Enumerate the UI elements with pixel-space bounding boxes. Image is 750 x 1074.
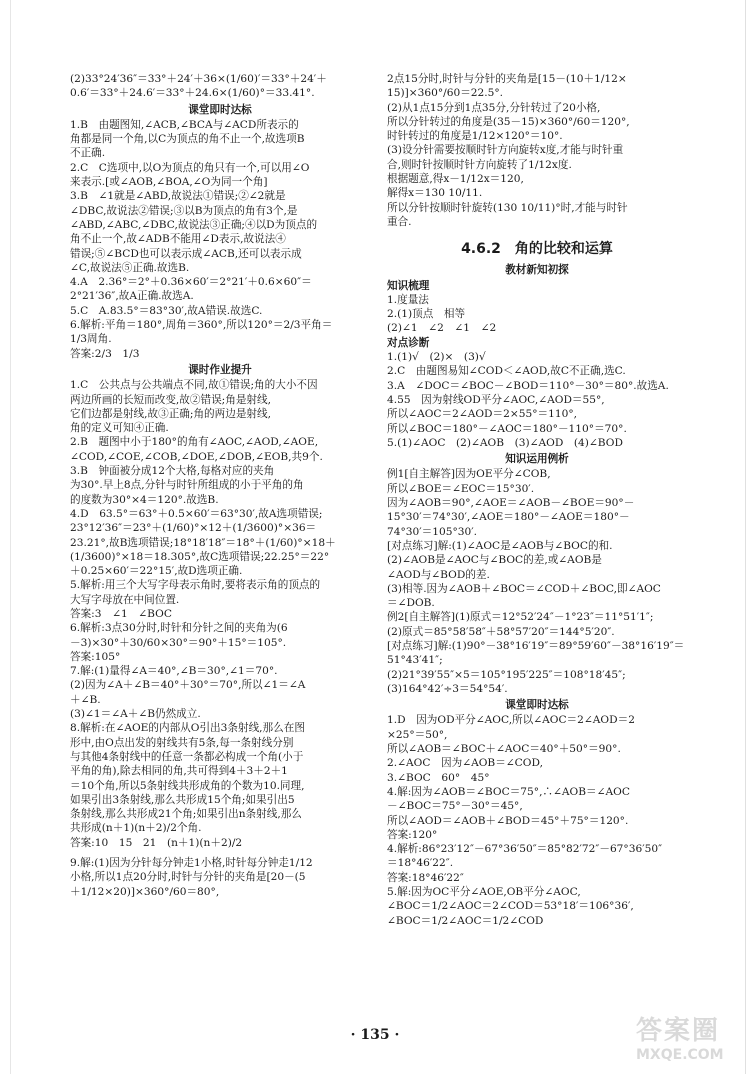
text-line: 条射线,那么共形成21个角;如果引出n条射线,那么 (70, 808, 302, 821)
section-heading: 4.6.2 角的比较和运算 (461, 241, 613, 258)
text-line: 答案:3 ∠1 ∠BOC (70, 607, 172, 620)
section-heading: 教材新知初探 (505, 264, 569, 277)
page-number: · 135 · (350, 1027, 400, 1043)
text-line: 所以∠BOE＝∠EOC＝15°30′. (387, 482, 535, 495)
text-line: ＋0.25×60′＝22°15′,故D选项正确. (70, 565, 243, 578)
section-heading: 课时作业提升 (188, 363, 252, 376)
text-line: (2)从1点15分到1点35分,分针转过了20小格, (387, 101, 601, 114)
text-line: 74°30′＝105°30′. (387, 525, 478, 538)
text-line: 4.A 2.36°＝2°＋0.36×60′＝2°21′＋0.6×60″＝ (70, 276, 312, 289)
text-line: ＋∠B. (70, 693, 101, 706)
text-line: 23.21°,故B选项错误;18°18′18″＝18°＋(1/60)°×18＋ (70, 536, 336, 549)
text-line: [对点练习]解:(1)∠AOC是∠AOB与∠BOC的和. (387, 539, 613, 552)
text-line: ∠AOD与∠BOD的差. (387, 568, 490, 581)
section-heading: 课堂即时达标 (188, 103, 252, 116)
text-line: 5.(1)∠AOC (2)∠AOB (3)∠AOD (4)∠BOD (387, 436, 623, 449)
text-line: 答案:2/3 1/3 (70, 347, 140, 360)
text-line: 1.度量法 (387, 293, 429, 306)
text-line: (3)∠1＝∠A＋∠B仍然成立. (70, 708, 201, 721)
text-line: 所以∠AOB＝∠BOC＋∠AOC＝40°＋50°＝90°. (387, 743, 621, 756)
left-column (70, 72, 370, 899)
text-line: 1.D 因为OD平分∠AOC,所以∠AOC＝2∠AOD＝2 (387, 714, 635, 727)
text-line: 它们边都是射线,故③正确;角的两边是射线, (70, 407, 271, 420)
text-line: 2.C 由题图易知∠COD＜∠AOD,故C不正确,选C. (387, 365, 626, 378)
text-line: (2)原式＝85°58′58″＋58°57′20″＝144°5′20″. (387, 625, 615, 638)
text-line: 重合. (387, 215, 412, 228)
text-line: 4.55 因为射线OD平分∠AOC,∠AOD＝55°, (387, 393, 605, 406)
text-line: 答案:10 15 21 (n＋1)(n＋2)/2 (70, 836, 243, 849)
text-line: 解得x＝130 10/11. (387, 187, 483, 200)
text-line: ∠COD,∠COE,∠COB,∠DOE,∠DOB,∠EOB,共9个. (70, 450, 323, 463)
text-line: (2)21°39′55″×5＝105°195′225″＝108°18′45″; (387, 668, 626, 681)
text-line: 2°21′36″,故A正确.故选A. (70, 290, 194, 303)
text-line: (3)设分针需要按顺时针方向旋转x度,才能与时针重 (387, 144, 624, 157)
text-line: 与其他4条射线中的任意一条都必构成一个角(小于 (70, 750, 304, 763)
text-line: 1.B 由题图知,∠ACB,∠BCA与∠ACD所表示的 (70, 118, 299, 131)
text-line: 角都是同一个角,以C为顶点的角不止一个,故选项B (70, 133, 305, 146)
text-line: 如果引出3条射线,那么共形成15个角;如果引出5 (70, 793, 295, 806)
text-line: 答案:120° (387, 828, 438, 841)
text-line: 15)]×360°/60＝22.5°. (387, 87, 504, 100)
text-line: 合,则时针按顺时针方向旋转了1/12x度. (387, 158, 572, 171)
text-line: 1.C 公共点与公共端点不同,故①错误;角的大小不因 (70, 379, 318, 392)
text-line: 2.B 题图中小于180°的角有∠AOC,∠AOD,∠AOE, (70, 436, 319, 449)
text-line: 23°12′36″＝23°＋(1/60)°×12＋(1/3600)°×36＝ (70, 522, 317, 535)
text-line: －3)×30°＋30/60×30°＝90°＋15°＝105°. (70, 636, 287, 649)
text-line: [对点练习]解:(1)90°－38°16′19″＝89°59′60″－38°16′19″＝ (387, 639, 685, 652)
text-line: 大写字母放在中间位置. (70, 593, 180, 606)
sub-heading: 对点诊断 (387, 336, 430, 349)
text-line: 4.D 63.5°＝63°＋0.5×60′＝63°30′,故A选项错误; (70, 507, 323, 520)
text-line: 所以∠BOC＝180°－∠AOC＝180°－110°＝70°. (387, 422, 627, 435)
text-line: 2.(1)顶点 相等 (387, 308, 466, 321)
text-line: 5.解:因为OC平分∠AOE,OB平分∠AOC, (387, 886, 581, 899)
text-line: 9.解:(1)因为分针每分钟走1小格,时针每分钟走1/12 (70, 857, 313, 870)
text-line: 2.∠AOC 因为∠AOB＝∠COD, (387, 757, 543, 770)
text-line: 5.C A.83.5°＝83°30′,故A错误.故选C. (70, 304, 263, 317)
text-line: (3)164°42′÷3＝54°54′. (387, 682, 508, 695)
text-line: ＝18°46′22″. (387, 857, 454, 870)
text-line: ∠DBC,故说法②错误;③以B为顶点的角有3个,是 (70, 204, 298, 217)
text-line: 51°43′41″; (387, 654, 443, 667)
watermark-top: 答案圈 (636, 1016, 721, 1046)
text-line: 例2[自主解答](1)原式＝12°52′24″－1°23″＝11°51′1″; (387, 611, 654, 624)
text-line: 不正确. (70, 147, 106, 160)
text-line: 因为∠AOB＝90°,∠AOE＝∠AOB－∠BOE＝90°－ (387, 497, 635, 510)
text-line: 15°30′＝74°30′,∠AOE＝180°－∠AOE＝180°－ (387, 511, 630, 524)
text-line: 6.解析:平角＝180°,周角＝360°,所以120°＝2/3平角＝ (70, 319, 333, 332)
text-line: 所以分针转过的角度是(35－15)×360°/60＝120°, (387, 115, 630, 128)
right-column (387, 72, 687, 928)
watermark-logo (636, 1010, 746, 1070)
text-line: 角的定义可知④正确. (70, 422, 169, 435)
text-line: 小格,所以1点20分时,时针与分针的夹角是[20－(5 (70, 871, 306, 884)
text-line: (2)∠AOB是∠AOC与∠BOC的差,或∠AOB是 (387, 554, 602, 567)
text-line: 3.B ∠1就是∠ABD,故说法①错误;②∠2就是 (70, 190, 286, 203)
text-line: 7.解:(1)量得∠A＝40°,∠B＝30°,∠1＝70°. (70, 665, 278, 678)
text-line: ∠C,故说法⑤正确.故选B. (70, 261, 190, 274)
text-line: 平角的角),除去相同的角,共可得到4＋3＋2＋1 (70, 765, 288, 778)
text-line: 根据题意,得x－1/12x＝120, (387, 173, 524, 186)
sub-heading: 知识梳理 (387, 279, 430, 292)
text-line: 为30°.早上8点,分针与时针所组成的小于平角的角 (70, 479, 304, 492)
text-line: 8.解析:在∠AOE的内部从O引出3条射线,那么在图 (70, 722, 305, 735)
text-line: 0.6′＝33°＋24.6′＝33°＋24.6×(1/60)°＝33.41°. (70, 87, 315, 100)
text-line: (3)相等.因为∠AOB＋∠BOC＝∠COD＋∠BOC,即∠AOC (387, 582, 661, 595)
text-line: 所以∠AOD＝∠AOB＋∠BOD＝45°＋75°＝120°. (387, 814, 629, 827)
text-line: 例1[自主解答]因为OE平分∠COB, (387, 468, 551, 481)
text-line: 错误;⑤∠BCD也可以表示成∠ACB,还可以表示成 (70, 247, 302, 260)
text-line: 来表示.[或∠AOB,∠BOA,∠O为同一个角] (70, 176, 268, 189)
text-line: (2)因为∠A＋∠B＝40°＋30°＝70°,所以∠1＝∠A (70, 679, 306, 692)
text-line: 6.解析:3点30分时,时针和分针之间的夹角为(6 (70, 622, 288, 635)
text-line: 1/3周角. (70, 333, 112, 346)
text-line: 3.A ∠DOC＝∠BOC－∠BOD＝110°－30°＝80°.故选A. (387, 379, 669, 392)
text-line: 形中,由O点出发的射线共有5条,每一条射线分别 (70, 736, 294, 749)
text-line: ∠BOC＝1/2∠AOC＝1/2∠COD (387, 914, 544, 927)
text-line: 3.∠BOC 60° 45° (387, 771, 490, 784)
text-line: 2.C C选项中,以O为顶点的角只有一个,可以用∠O (70, 161, 310, 174)
text-line: ×25°＝50°, (387, 728, 448, 741)
text-line: ＝10个角,所以5条射线共形成角的个数为10.同理, (70, 779, 305, 792)
text-line: 所以分针按顺时针旋转(130 10/11)°时,才能与时针 (387, 201, 628, 214)
text-line: (1/3600)°×18＝18.305°,故C选项错误;22.25°＝22° (70, 550, 330, 563)
text-line: ∠BOC＝1/2∠AOC＝2∠COD＝53°18′＝106°36′, (387, 900, 634, 913)
text-line: ＋1/12×20)]×360°/60＝80°, (70, 885, 220, 898)
text-line: 1.(1)√ (2)× (3)√ (387, 351, 486, 364)
page-edge-right (745, 0, 746, 1074)
text-line: (2)∠1 ∠2 ∠1 ∠2 (387, 322, 497, 335)
section-heading: 知识运用例析 (505, 453, 569, 466)
text-line: 共形成(n＋1)(n＋2)/2个角. (70, 822, 202, 835)
page-edge-left (10, 0, 11, 1074)
text-line: ＝∠DOB. (387, 597, 435, 610)
text-line: 所以∠AOC＝2∠AOD＝2×55°＝110°, (387, 408, 578, 421)
text-line: ∠ABD,∠ABC,∠DBC,故说法③正确;④以D为顶点的 (70, 218, 318, 231)
text-line: 3.B 钟面被分成12个大格,每格对应的夹角 (70, 465, 275, 478)
text-line: －∠BOC＝75°－30°＝45°, (387, 800, 523, 813)
text-line: 两边所画的长短而改变,故②错误;角是射线, (70, 393, 271, 406)
text-line: 4.解析:86°23′12″－67°36′50″＝85°82′72″－67°36′50″ (387, 843, 663, 856)
text-line: 角不止一个,故∠ADB不能用∠D表示,故说法④ (70, 233, 286, 246)
text-line: 4.解:因为∠AOB＝∠BOC＝75°,∴∠AOB＝∠AOC (387, 785, 630, 798)
watermark-bottom: MXQE.COM (636, 1047, 724, 1063)
text-line: 答案:105° (70, 650, 121, 663)
text-line: 时针转过的角度是1/12×120°＝10°. (387, 130, 563, 143)
text-line: 2点15分时,时针与分针的夹角是[15－(10＋1/12× (387, 73, 627, 85)
text-line: 5.解析:用三个大写字母表示角时,要将表示角的顶点的 (70, 579, 321, 592)
text-line: 的度数为30°×4＝120°.故选B. (70, 493, 219, 506)
text-line: (2)33°24′36″＝33°＋24′＋36×(1/60)′＝33°＋24′＋ (70, 73, 327, 85)
section-heading: 课堂即时达标 (505, 699, 569, 712)
text-line: 答案:18°46′22″ (387, 871, 464, 884)
